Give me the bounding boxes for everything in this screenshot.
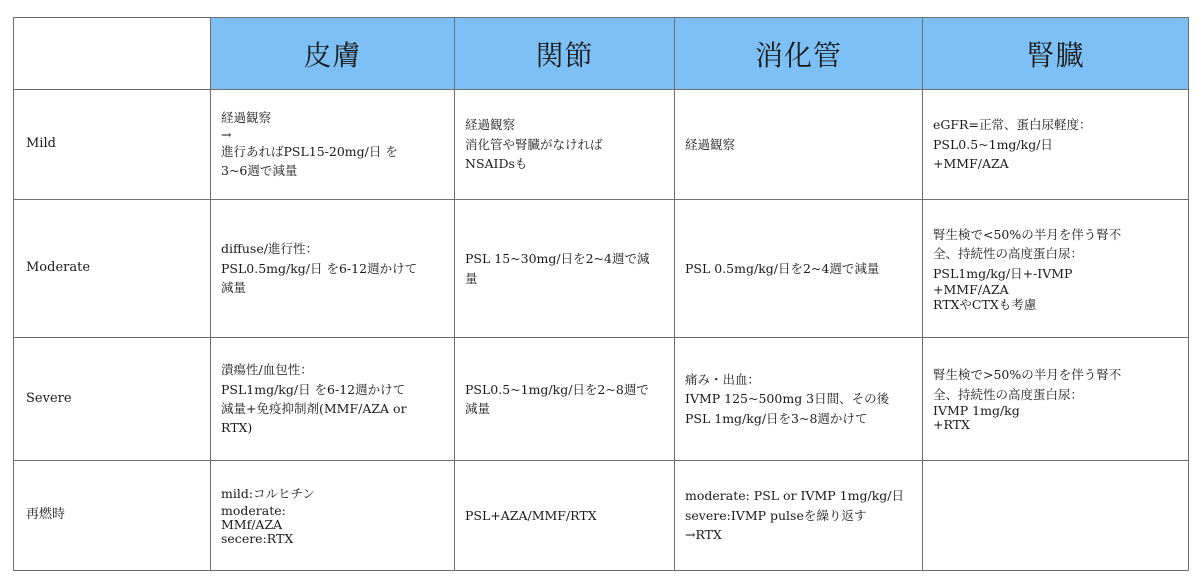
column-header-joint: 関節 [455,18,675,90]
row-label-relapse: 再燃時 [14,461,211,571]
cell-text: PSL0.5~1mg/kg/日 [933,136,1053,152]
cell-text: 3~6週で減量 [221,163,298,179]
treatment-table [13,17,1189,571]
cell-text: moderate: PSL or IVMP 1mg/kg/日 [685,488,904,504]
cell-text: NSAIDsも [465,156,528,172]
table-row-severe [14,338,1189,461]
column-header-skin: 皮膚 [211,18,455,90]
cell-text: 経過観察 [465,117,516,133]
cell-text: eGFR=正常、蛋白尿軽度： [933,117,1092,133]
cell-text: RTX) [221,420,253,436]
cell-text: 量 [465,270,478,286]
cell-text: PSL1mg/kg/日 を6-12週かけて [221,381,406,397]
arrow-text: → [221,126,232,142]
cell-text: PSL1mg/kg/日+-IVMP [933,265,1073,281]
cell-text: PSL 0.5mg/kg/日を2~4週で減量 [685,260,880,276]
cell-text: PSL0.5mg/kg/日 を6-12週かけて [221,260,418,276]
row-label-mild: Mild [14,90,211,200]
cell-mild-joint [455,90,675,200]
cell-text: MMf/AZA [221,517,283,532]
cell-text: PSL 15~30mg/日を2~4週で減 [465,251,650,267]
cell-text: IVMP 1mg/kg [933,403,1020,418]
cell-severe-joint [455,338,675,461]
cell-text: PSL+AZA/MMF/RTX [465,507,597,523]
table-row-mild [14,90,1189,200]
table-row-relapse [14,461,1189,571]
cell-text: 痛み・出血： [685,371,761,387]
cell-text: +MMF/AZA [933,282,1009,298]
cell-moderate-gi [675,200,923,338]
cell-relapse-skin [211,461,455,571]
cell-relapse-joint [455,461,675,571]
cell-mild-gi [675,90,923,200]
cell-text: 進行あればPSL15-20mg/日 を [221,144,398,159]
cell-mild-kidney [923,90,1189,200]
cell-severe-skin [211,338,455,461]
cell-text: →RTX [685,527,722,543]
cell-text: 経過観察 [685,136,736,152]
cell-text: +RTX [933,417,970,433]
cell-text: 全、持続性の高度蛋白尿： [933,246,1084,262]
cell-text: severe:IVMP pulseを繰り返す [685,507,867,523]
treatment-table-container [13,17,1188,567]
cell-moderate-joint [455,200,675,338]
cell-text: 潰瘍性/血包性： [221,362,313,378]
cell-text: 減量+免疫抑制剤(MMF/AZA or [221,401,407,416]
cell-text: 腎生検で>50%の半月を伴う腎不 [933,367,1122,383]
cell-text: IVMP 125~500mg 3日間、その後 [685,391,890,407]
cell-text: mild:コルヒチン [221,486,315,502]
cell-text: moderate: [221,502,286,518]
cell-mild-skin [211,90,455,200]
cell-text: 減量 [221,280,247,296]
cell-severe-gi [675,338,923,461]
cell-relapse-gi [675,461,923,571]
cell-text: RTXやCTXも考慮 [933,296,1037,312]
column-header-gi: 消化管 [675,18,923,90]
cell-moderate-skin [211,200,455,338]
table-row-moderate [14,200,1189,338]
cell-text: 消化管や腎臓がなければ [465,136,603,152]
cell-relapse-kidney [923,461,1189,571]
cell-text: 減量 [465,401,491,416]
cell-text: PSL 1mg/kg/日を3~8週かけて [685,410,868,426]
cell-text: PSL0.5~1mg/kg/日を2~8週で [465,381,649,397]
header-row [14,18,1189,90]
row-label-moderate: Moderate [14,200,211,338]
cell-severe-kidney [923,338,1189,461]
column-header-kidney: 腎臓 [923,18,1189,90]
cell-text: +MMF/AZA [933,156,1009,172]
cell-text: 全、持続性の高度蛋白尿： [933,386,1084,402]
cell-text: 腎生検で<50%の半月を伴う腎不 [933,227,1122,243]
cell-moderate-kidney [923,200,1189,338]
cell-text: diffuse/進行性： [221,241,318,257]
cell-text: secere:RTX [221,531,294,547]
cell-text: 経過観察 [221,110,272,126]
row-label-severe: Severe [14,338,211,461]
header-corner-cell [14,18,211,90]
